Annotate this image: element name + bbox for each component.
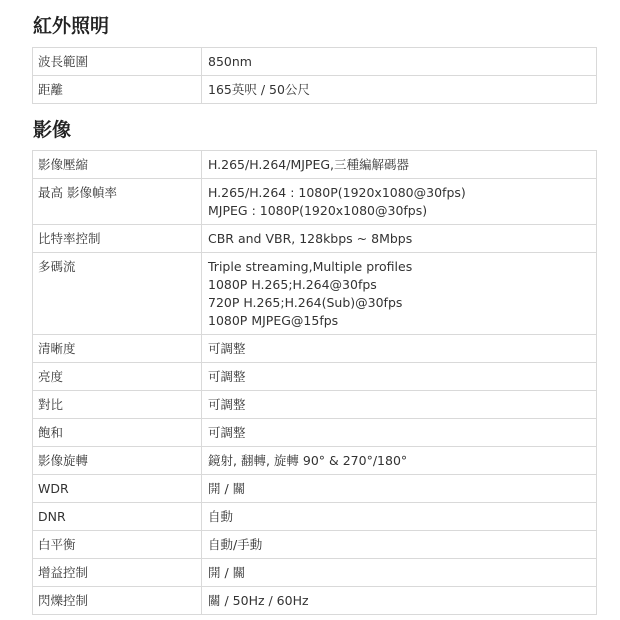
- spec-value: 開 / 關: [202, 559, 597, 587]
- spec-value: H.265/H.264 : 1080P(1920x1080@30fps) MJPEG : 1080P(1920x1080@30fps): [202, 179, 597, 225]
- table-row: [33, 419, 597, 447]
- spec-value: 鏡射, 翻轉, 旋轉 90° & 270°/180°: [202, 447, 597, 475]
- table-row: [33, 531, 597, 559]
- spec-key: 影像旋轉: [33, 447, 202, 475]
- spec-key: 距離: [33, 76, 202, 104]
- table-row: [33, 447, 597, 475]
- spec-key: 波長範圍: [33, 48, 202, 76]
- table-row: [33, 225, 597, 253]
- spec-value: 自動: [202, 503, 597, 531]
- spec-key: 白平衡: [33, 531, 202, 559]
- table-row: [33, 475, 597, 503]
- spec-value: 可調整: [202, 391, 597, 419]
- spec-key: 最高 影像幀率: [33, 179, 202, 225]
- table-row: [33, 503, 597, 531]
- spec-value: 可調整: [202, 335, 597, 363]
- spec-key: DNR: [33, 503, 202, 531]
- spec-value: 關 / 50Hz / 60Hz: [202, 587, 597, 615]
- spec-table-video: [32, 150, 597, 615]
- spec-key: 飽和: [33, 419, 202, 447]
- spec-key: 增益控制: [33, 559, 202, 587]
- section-title-video: 影像: [33, 119, 72, 141]
- spec-key: 影像壓縮: [33, 151, 202, 179]
- table-row: [33, 335, 597, 363]
- table-row: [33, 363, 597, 391]
- table-row: [33, 253, 597, 335]
- spec-value: 自動/手動: [202, 531, 597, 559]
- spec-value: CBR and VBR, 128kbps ~ 8Mbps: [202, 225, 597, 253]
- spec-value: 850nm: [202, 48, 597, 76]
- table-row: [33, 179, 597, 225]
- spec-value: 開 / 關: [202, 475, 597, 503]
- spec-key: 閃爍控制: [33, 587, 202, 615]
- table-row: [33, 587, 597, 615]
- table-row: [33, 48, 597, 76]
- spec-key: 清晰度: [33, 335, 202, 363]
- table-row: [33, 559, 597, 587]
- spec-value: 可調整: [202, 419, 597, 447]
- spec-key: WDR: [33, 475, 202, 503]
- table-row: [33, 391, 597, 419]
- spec-key: 多碼流: [33, 253, 202, 335]
- spec-value: H.265/H.264/MJPEG,三種編解碼器: [202, 151, 597, 179]
- spec-key: 亮度: [33, 363, 202, 391]
- table-row: [33, 76, 597, 104]
- spec-key: 比特率控制: [33, 225, 202, 253]
- spec-key: 對比: [33, 391, 202, 419]
- spec-value: 可調整: [202, 363, 597, 391]
- spec-table-ir: [32, 47, 597, 104]
- spec-value: Triple streaming,Multiple profiles 1080P H.265;H.264@30fps 720P H.265;H.264(Sub)@30fps 1080P MJPEG@15fps: [202, 253, 597, 335]
- section-title-ir: 紅外照明: [33, 15, 110, 37]
- table-row: [33, 151, 597, 179]
- spec-value: 165英呎 / 50公尺: [202, 76, 597, 104]
